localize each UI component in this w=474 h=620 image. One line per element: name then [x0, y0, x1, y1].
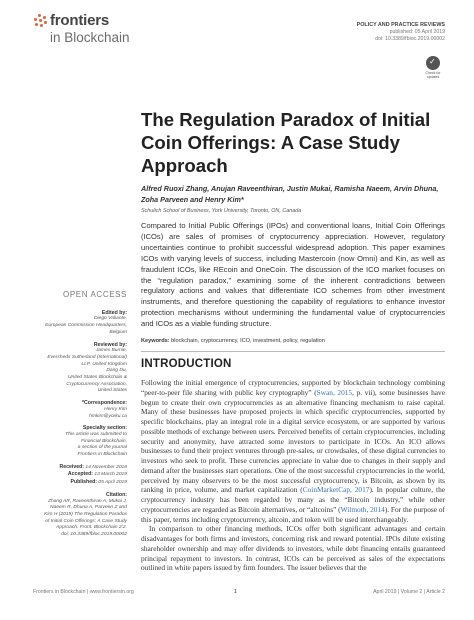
keywords-list: blockchain, cryptocurrency, ICO, investment, policy, regulation: [171, 338, 325, 344]
published-date: published: 05 April 2019: [389, 29, 445, 35]
edited-by-section: [40, 310, 127, 337]
editor-line: Diego Valiante,: [94, 316, 127, 322]
frontiers-logo-icon: [33, 14, 47, 28]
reviewed-by-section: [40, 342, 127, 396]
logo-name: frontiers: [50, 12, 110, 29]
published-label: Published:: [70, 479, 97, 486]
citation-line: Approach. Front. Blockchain 2:2.: [56, 525, 127, 531]
accepted-date: 13 March 2019: [94, 472, 127, 478]
page-number: 1: [234, 589, 237, 595]
journal-logo[interactable]: [33, 12, 163, 52]
correspondence-email[interactable]: hmkim@yorku.ca: [89, 413, 127, 419]
received-label: Received:: [59, 463, 85, 470]
citation-label: Citation:: [105, 491, 127, 498]
published-date-sidebar: 05 April 2019: [98, 480, 127, 486]
article-meta-header: [357, 22, 445, 43]
reviewer-line: Cryptocurrency Association,: [66, 381, 127, 387]
received-date: 14 November 2018: [85, 464, 127, 470]
specialty-label: Specialty section:: [82, 425, 127, 432]
reviewer-line: Dang Du,: [106, 368, 127, 374]
open-access-label: OPEN ACCESS: [63, 290, 127, 299]
article-info-sidebar: [40, 292, 127, 544]
text-run: ). In popular culture, the cryptocurrency industry has been regarded by many as the “Bitcoin industry,” while other cryptocurrencies are regarded as Bitcoin alternatives, or “altcoins” (: [141, 485, 445, 514]
correspondence-name: Henry Kim: [104, 406, 127, 412]
keywords: [141, 338, 445, 344]
text-run: Following the initial emergence of cryptocurrencies, supported by blockchain technology combining “peer-to-peer file sharing with public key cryptography” (: [141, 378, 445, 397]
editor-line: Belgium: [109, 329, 127, 335]
article-type: POLICY AND PRACTICE REVIEWS: [356, 22, 445, 28]
keywords-label: Keywords:: [141, 338, 170, 344]
specialty-line: This article was submitted to: [65, 431, 127, 437]
specialty-section: [40, 425, 127, 459]
specialty-line: Financial Blockchain,: [81, 438, 127, 444]
article-title: The Regulation Paradox of Initial Coin Offerings: A Case Study Approach: [141, 109, 431, 176]
citation-line: Naeem R, Dhuna A, Parveen Z and: [49, 505, 127, 511]
reviewer-line: James Burnie,: [95, 348, 127, 354]
reviewed-by-label: Reviewed by:: [93, 341, 127, 348]
citation-line: Kim H (2019) The Regulation Paradox: [44, 511, 127, 517]
editor-line: European Commission Headquarters,: [45, 323, 127, 329]
check-updates-label: Check for updates: [425, 71, 441, 79]
citation-line: doi: 10.3389/fbloc.2019.00002: [61, 532, 127, 538]
text-run: ). For the purpose of this paper, terms including cryptocurrency, altcoin, and token will be used interchangeably.: [141, 504, 445, 524]
citation-link[interactable]: Swan, 2015: [316, 387, 353, 397]
correspondence-label: *Correspondence:: [82, 400, 127, 407]
paragraph: In comparison to other financing methods, ICOs offer both significant advantages and certain disadvantages for both firms and investors, concerning risk and reward potential. IPOs dilute existing shareholder ownership and may offer dividends to investors, while debt financing entails guaranteed principal repayment to investors. In contrast, ICOs can be perceived as sales of the expectations outlined in white papers issued by firm founders. The issuer believes that the: [141, 524, 445, 573]
specialty-line: a section of the journal: [77, 445, 127, 451]
specialty-line: Frontiers in Blockchain: [77, 452, 127, 458]
check-for-updates-button[interactable]: [424, 56, 442, 79]
reviewer-line: United States: [97, 388, 127, 394]
citation-link[interactable]: Wilmoth, 2014: [340, 504, 385, 514]
citation-line: Zhang AR, Raveenthiran A, Mukai J,: [47, 498, 127, 504]
footer-journal[interactable]: Frontiers in Blockchain | www.frontiersin.org: [33, 589, 134, 595]
reviewer-line: Eversheds Sutherland (International): [47, 354, 127, 360]
introduction-body: [141, 378, 445, 573]
footer-issue: April 2019 | Volume 2 | Article 2: [373, 589, 445, 595]
accepted-label: Accepted:: [67, 471, 94, 478]
affiliation: Schulich School of Business, York University, Toronto, ON, Canada: [141, 208, 302, 214]
text-run: , p. vii), some businesses have begun to create their own cryptocurrencies as an alternative financing mechanism to raise capital. Many of these businesses have proposed projects in which specific cryptocurrencies, supported by specific blockchains, play an integral role in a digital service ecosystem, or are supported by various possible methods of exchange between users. Perceived benefits of certain cryptocurrencies, including security and anonymity, have attracted some investors to participate in ICOs. An ICO allows businesses to fund their project ventures through pre-sales, or crowdsales, of these digital currencies to investors who seek to profit. These currencies appreciate in value due to changes in their supply and demand after the businesses start operations. One of the most successful cryptocurrencies in the world, perceived by many observers to be the most successful cryptocurrency, is Bitcoin, as shown by its ranking in price, volume, and market capitalization (: [141, 387, 445, 495]
citation-line: of Initial Coin Offerings: A Case Study: [45, 518, 127, 524]
section-heading-introduction: INTRODUCTION: [141, 358, 232, 370]
paragraph: [141, 378, 445, 524]
reviewer-line: LLP, United Kingdom: [81, 361, 127, 367]
author-list: Alfred Ruoxi Zhang, Anujan Raveenthiran, Justin Mukai, Ramisha Naeem, Arvin Dhuna, Zoha Parveen and Henry Kim*: [141, 184, 439, 204]
check-updates-icon: ✓: [426, 56, 440, 70]
correspondence-section: [40, 400, 127, 420]
reviewer-line: United States Blockchain &: [68, 375, 127, 381]
doi[interactable]: doi: 10.3389/fbloc.2019.00002: [375, 36, 445, 42]
section-divider: [141, 351, 445, 352]
dates-section: [40, 464, 127, 487]
abstract: Compared to Initial Public Offerings (IPOs) and conventional loans, Initial Coin Offerings (ICOs) are sales of promises of cryptocurrency appreciation. However, regulatory uncertainties continue to prohibit successful widespread adoption. This paper examines ICOs with varying levels of success, including Mastercoin (now Omni) and Kin, as well as fraudulent ICOs, like REcoin and OneCoin. The discussion of the ICO market focuses on the “regulation paradox,” examining some of the inherent contradictions between regulatory actions and values that differentiate ICO schemes from other investment instruments, and therefore questioning the capability of regulations to enhance investor protection mechanisms without undermining the fundamental value of cryptocurrencies and ICOs as a viable funding structure.: [141, 221, 445, 329]
citation-link[interactable]: CoinMarketCap, 2017: [302, 485, 370, 495]
logo-subtitle: in Blockchain: [50, 30, 130, 45]
edited-by-label: Edited by:: [101, 309, 127, 316]
citation-section: [40, 492, 127, 539]
